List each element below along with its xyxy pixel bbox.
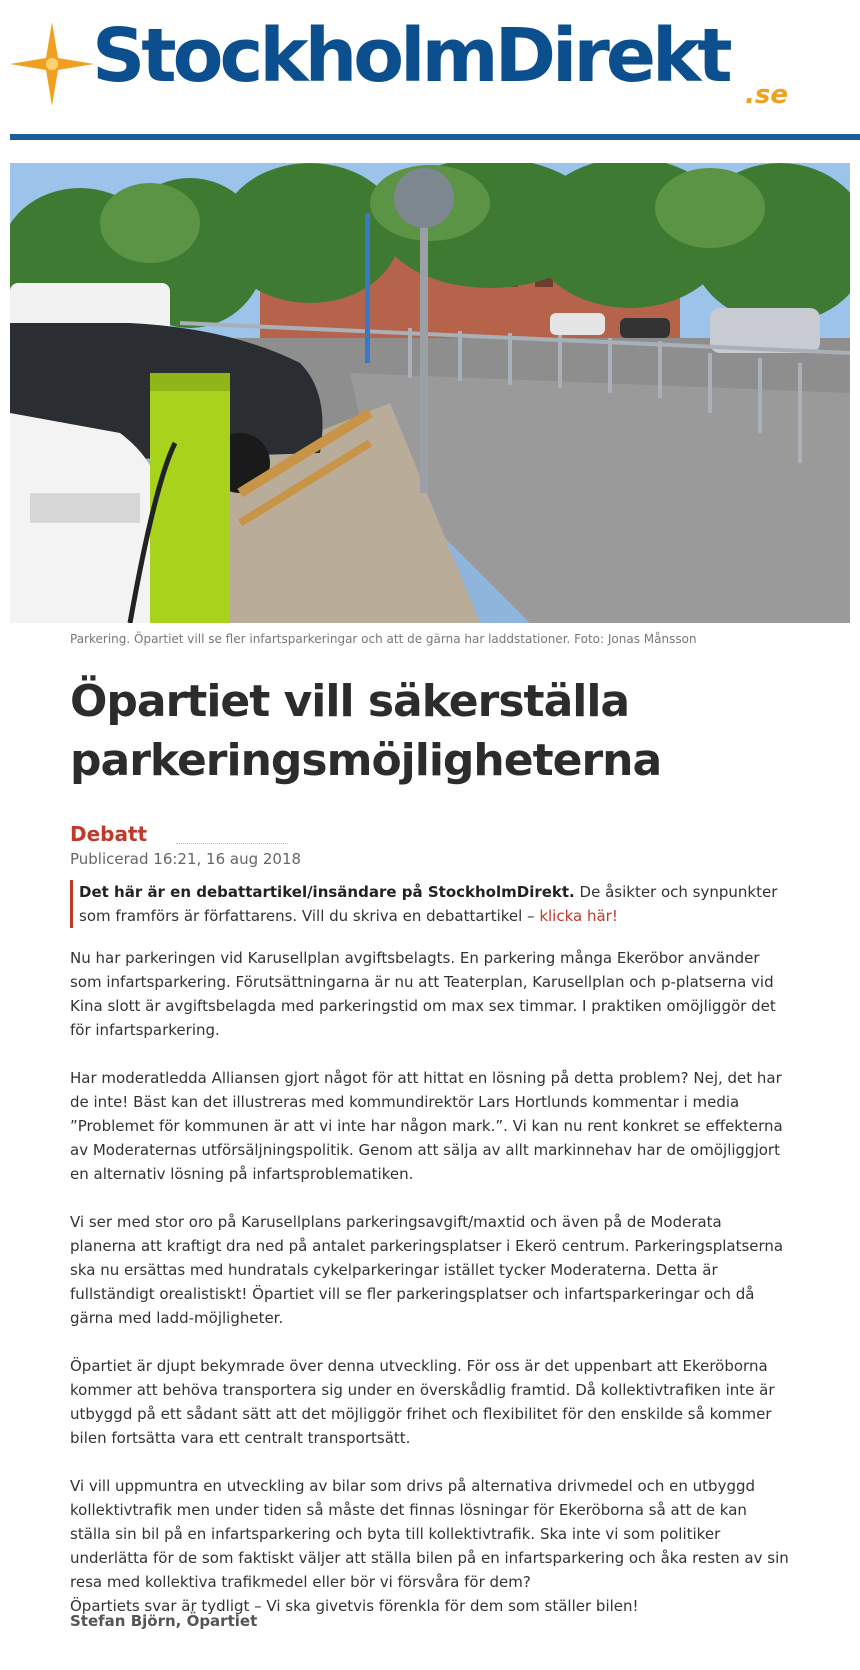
article-author: Stefan Björn, Öpartiet — [70, 1612, 258, 1630]
category-divider — [176, 843, 288, 844]
closing-line: Öpartiets svar är tydligt – Vi ska givetvis förenkla för dem som ställer bilen! — [70, 1597, 639, 1615]
body-paragraph: Har moderatledda Alliansen gjort något för att hittat en lösning på detta problem? Nej, det har de inte! Bäst kan det illustreras med kommundirektör Lars Hortlunds kommentar i media ”Problemet för kommunen är att vi inte har någon mark.”. Vi kan nu rent konkret se effekterna av Moderaternas utförsäljningspolitik. Genom att sälja av allt markinnehav har de omöjliggjort en alternativ lösning på infartsproblematiken. — [70, 1069, 783, 1183]
site-header — [0, 0, 860, 140]
body-paragraph: Öpartiet är djupt bekymrade över denna utveckling. För oss är det uppenbart att Ekeröborna kommer att behöva transportera sig under en överskådlig framtid. Då kollektivtrafiken inte är utbyggd på ett sådant sätt att det möjliggör frihet och flexibilitet för den enskilde så kommer bilen fortsätta vara ett centralt transportsätt. — [70, 1357, 775, 1447]
site-logo[interactable]: StockholmDirekt — [92, 13, 729, 99]
body-paragraph: Vi ser med stor oro på Karusellplans parkeringsavgift/maxtid och även på de Moderata planerna att kraftigt dra ned på antalet parkeringsplatser i Ekerö centrum. Parkeringsplatserna ska nu ersättas med hundratals cykelparkeringar istället tycker Moderaterna. Detta är fullständigt orealistiskt! Öpartiet vill se fler parkeringsplatser och infartsparkeringar och då gärna med ladd-möjligheter. — [70, 1213, 784, 1327]
notice-lead: Det här är en debattartikel/insändare på StockholmDirekt. — [79, 883, 575, 901]
body-paragraph: Nu har parkeringen vid Karusellplan avgiftsbelagts. En parkering många Ekeröbor använder som infartsparkering. Förutsättningarna är nu att Teaterplan, Karusellplan och p-platserna vid Kina slott är avgiftsbelagda med parkeringstid om max sex timmar. I praktiken omöjliggör det för infartsparkering. — [70, 949, 776, 1039]
article-body — [70, 946, 790, 1642]
article-photo — [10, 163, 850, 623]
notice-text: De åsikter och synpunkter som framförs är författarens. Vill du skriva en debattartikel – — [79, 883, 778, 925]
compass-star-icon — [10, 22, 94, 106]
published-date: Publicerad 16:21, 16 aug 2018 — [70, 850, 302, 868]
photo-caption: Parkering. Öpartiet vill se fler infartsparkeringar och att de gärna har laddstationer. Foto: Jonas Månsson — [70, 632, 697, 646]
write-debate-link[interactable]: klicka här! — [539, 907, 618, 925]
site-logo-tld: .se — [745, 80, 788, 110]
debate-notice — [70, 880, 799, 928]
body-paragraph: Vi vill uppmuntra en utveckling av bilar som drivs på alternativa drivmedel och en utbyggd kollektivtrafik men under tiden så måste det finnas lösningar för Ekeröborna så att de kan ställa sin bil på en infartsparkering och byta till kollektivtrafik. Ska inte vi som politiker underlätta för de som faktiskt väljer att ställa bilen på en infartsparkering och åka resten av sin resa med kollektiva trafikmedel eller bör vi försvåra för dem? — [70, 1477, 789, 1591]
article-category[interactable]: Debatt — [70, 822, 148, 846]
article-title: Öpartiet vill säkerställa parkeringsmöjligheterna — [70, 676, 662, 786]
header-divider — [10, 134, 860, 140]
